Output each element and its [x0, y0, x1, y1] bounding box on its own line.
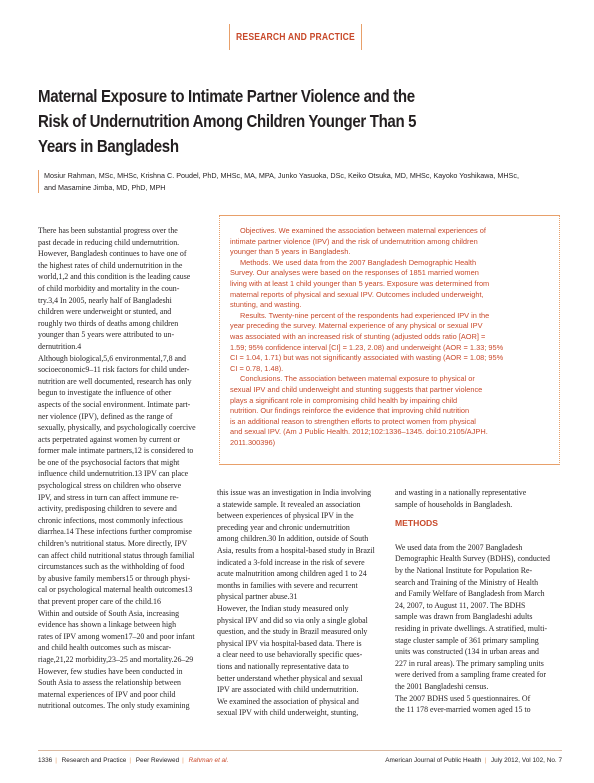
text-line: of child morbidity and mortality in the coun- — [38, 283, 180, 293]
abstract-line: younger than 5 years in Bangladesh. — [230, 247, 351, 257]
text-line: stage cluster sample of 361 primary sampling — [395, 635, 539, 645]
text-line: try.3,4 In 2005, nearly half of Bangladeshi — [38, 295, 172, 305]
text-line: South Asia to assess the relationship between — [38, 678, 181, 688]
text-line: the highest rates of child undernutrition in the — [38, 260, 183, 270]
text-line: chronic infections, most commonly infectious — [38, 515, 183, 525]
text-line: socioeconomic9–11 risk factors for child under- — [38, 365, 190, 375]
abstract-line: was associated with an increased risk of stunting (adjusted odds ratio [AOR] = — [230, 331, 486, 341]
text-line: 24, 2007, to August 11, 2007. The BDHS — [395, 600, 526, 610]
text-line: by the National Institute for Population Re- — [395, 565, 533, 575]
text-line: and child health outcomes such as miscar- — [38, 643, 172, 653]
text-line: search and Training of the Ministry of Health — [395, 577, 539, 587]
abstract-line: Methods. We used data from the 2007 Bangladesh Demographic Health — [240, 257, 477, 267]
text-line: were derived from a sampling frame created for — [395, 670, 546, 680]
methods-heading: METHODS — [395, 518, 438, 529]
abstract-box — [219, 215, 560, 465]
text-line: preceding year and chronic undernutrition — [217, 522, 350, 532]
text-line: by abusive family members15 or through physi- — [38, 573, 191, 583]
text-line: ner violence (IPV), defined as the range of — [38, 411, 173, 421]
abstract-line: 2011.300396) — [230, 437, 276, 447]
text-line: units was constructed (134 in urban areas and — [395, 647, 539, 657]
text-line: world,1,2 and this condition is the leading cause — [38, 272, 191, 282]
abstract-line: sexual IPV and child underweight and stunting suggests that partner violence — [230, 384, 483, 394]
author-line: Mosiur Rahman, MSc, MHSc, Krishna C. Poudel, PhD, MHSc, MA, MPA, Junko Yasuoka, DSc, Keiko Otsuka, MD, MHSc, Kayoko Yoshikawa, MHSc, — [44, 171, 519, 180]
text-line: We used data from the 2007 Bangladesh — [395, 542, 523, 552]
text-line: nutrition are well documented, research has only — [38, 376, 192, 386]
text-line: riage,21,22 morbidity,23–25 and mortality.26–29 — [38, 654, 194, 664]
text-line: However, few studies have been conducted in — [38, 666, 183, 676]
author-line: and Masamine Jimba, MD, PhD, MPH — [44, 182, 166, 192]
abstract-line: Objectives. We examined the association between maternal experiences of — [240, 226, 486, 235]
abstract-line: maternal reports of physical and sexual IPV. Outcomes included underweight, — [230, 289, 484, 299]
text-line: better understand whether physical and sexual — [217, 673, 363, 683]
text-line: between experiences of physical IPV in the — [217, 511, 354, 521]
body-column-2 — [217, 487, 384, 719]
text-line: among children.30 In addition, outside of South — [217, 534, 369, 544]
text-line: and wasting in a nationally representative — [395, 488, 527, 497]
abstract-results — [230, 311, 553, 375]
text-line: former male intimate partners,12 is considered to — [38, 446, 194, 456]
text-line: sexually, physically, and psychologically coercive — [38, 423, 196, 433]
text-line: younger than 5 years were attributed to un- — [38, 330, 175, 340]
body-column-1 — [38, 225, 208, 712]
title-line: Years in Bangladesh — [38, 136, 179, 156]
text-line: acute malnutrition among children aged 1 to 24 — [217, 569, 367, 579]
body-column-3 — [395, 487, 562, 716]
text-line: sexual IPV with child underweight, stunting, — [217, 708, 359, 718]
text-line: that prevent proper care of the child.16 — [38, 597, 161, 606]
text-line: psychological stress on children who observe — [38, 481, 182, 491]
abstract-objectives — [230, 226, 553, 258]
abstract-line: Results. Twenty-nine percent of the respondents had experienced IPV in the — [240, 310, 490, 320]
text-line: this issue was an investigation in India involving — [217, 488, 372, 497]
journal-name: American Journal of Public Health — [385, 757, 482, 764]
text-line: circumstances such as the withholding of food — [38, 562, 185, 572]
page-number: 1336 — [38, 757, 53, 764]
text-line: and Family Welfare of Bangladesh from March — [395, 589, 545, 599]
text-line: aspects of the social environment. Intimate part- — [38, 399, 191, 409]
page-footer — [38, 750, 562, 764]
text-line: IPV, and stress in turn can affect immune re- — [38, 492, 179, 502]
abstract-methods — [230, 258, 553, 311]
text-line: The 2007 BDHS used 5 questionnaires. Of — [395, 693, 531, 703]
abstract-line: Survey. Our analyses were based on the responses of 1851 married women — [230, 268, 479, 278]
text-line: dernutrition.4 — [38, 341, 82, 351]
text-line: However, the Indian study measured only — [217, 603, 349, 613]
text-line: can affect child nutritional status through familial — [38, 550, 195, 560]
text-line: tions and nationally representative data to — [217, 661, 349, 671]
text-line: physical IPV and did so via only a single global — [217, 615, 368, 625]
section-tag — [229, 24, 362, 50]
text-line: children were underweight or stunted, and — [38, 307, 172, 317]
column-3-body — [395, 542, 562, 716]
text-line: IPV are associated with child undernutrition. — [217, 685, 359, 695]
abstract-line: stunting, and wasting. — [230, 300, 302, 310]
text-line: cal or psychological maternal health outcomes13 — [38, 585, 193, 595]
abstract-line: living with at least 1 child younger than 5 years. Exposure was determined from — [230, 278, 490, 288]
article-title — [38, 84, 458, 159]
title-line: Risk of Undernutrition Among Children Younger Than 5 — [38, 111, 417, 131]
text-line: months in families with severe and recurrent — [217, 580, 358, 590]
footer-left: 1336 | Research and Practice | Peer Reviewed | Rahman et al. — [38, 757, 229, 764]
footer-right: American Journal of Public Health | July 2012, Vol 102, No. 7 — [385, 757, 562, 764]
text-line: maternal experiences of IPV and poor child — [38, 689, 176, 699]
abstract-line: intimate partner violence (IPV) and the risk of undernutrition among children — [230, 236, 478, 246]
text-line: physical partner abuse.31 — [217, 592, 298, 602]
text-line: Asia, results from a hospital-based study in Brazil — [217, 545, 375, 555]
footer-section: Research and Practice — [61, 757, 127, 764]
abstract-line: and sexual IPV. (Am J Public Health. 2012;102:1336–1345. doi:10.2105/AJPH. — [230, 427, 488, 437]
text-line: However, Bangladesh continues to have one of — [38, 249, 187, 259]
text-line: Within and outside of South Asia, increasing — [38, 608, 180, 618]
text-line: 227 in rural areas). The primary sampling units — [395, 658, 544, 668]
text-line: residing in private dwellings. A stratified, multi- — [395, 623, 548, 633]
text-line: physical IPV via hospital-based data. There is — [217, 638, 362, 648]
abstract-conclusions — [230, 374, 553, 448]
abstract-line: nutrition. Our findings reinforce the evidence that improving child nutrition — [230, 406, 470, 416]
title-line: Maternal Exposure to Intimate Partner Violence and the — [38, 86, 415, 106]
abstract-line: plays a significant role in compromising child health by impairing child — [230, 395, 458, 405]
section-label: RESEARCH AND PRACTICE — [236, 31, 355, 43]
text-line: past decade in reducing child undernutrition. — [38, 237, 180, 247]
text-line: rates of IPV among women17–20 and poor infant — [38, 631, 195, 641]
abstract-line: Conclusions. The association between maternal exposure to physical or — [240, 374, 475, 384]
text-line: indicated a 3-fold increase in the risk of severe — [217, 557, 365, 567]
text-line: Demographic Health Survey (BDHS), conducted — [395, 554, 550, 564]
text-line: sample of households in Bangladesh. — [395, 499, 513, 509]
text-line: activity, predisposing children to severe and — [38, 504, 177, 514]
abstract-line: CI = 0.78, 1.48). — [230, 363, 284, 373]
footer-review: Peer Reviewed — [135, 757, 180, 764]
text-line: sample was drawn from Bangladeshi adults — [395, 612, 533, 622]
text-line: begun to investigate the influence of other — [38, 388, 172, 398]
text-line: a statewide sample. It revealed an association — [217, 499, 361, 509]
text-line: the 2001 Bangladeshi census. — [395, 681, 489, 691]
text-line: There has been substantial progress over the — [38, 226, 178, 235]
text-line: question, and the study in Brazil measured only — [217, 627, 368, 637]
text-line: evidence has shown a linkage between high — [38, 620, 177, 630]
text-line: We examined the association of physical and — [217, 696, 359, 706]
abstract-line: is an additional reason to strengthen efforts to protect women from physical — [230, 416, 476, 426]
text-line: children’s nutritional status. More directly, IPV — [38, 539, 188, 549]
text-line: acts perpetrated against women by current or — [38, 434, 180, 444]
issue-info: July 2012, Vol 102, No. 7 — [490, 757, 562, 764]
abstract-line: CI = 1.04, 1.71) but was not significantly associated with wasting (AOR = 1.08; 95% — [230, 353, 504, 363]
text-line: a clear need to use behaviorally specific ques- — [217, 650, 363, 660]
text-line: influence child undernutrition.13 IPV can place — [38, 469, 189, 479]
text-line: be one of the psychosocial factors that might — [38, 457, 180, 467]
text-line: the 11 178 ever-married women aged 15 to — [395, 705, 531, 715]
author-list — [38, 170, 558, 193]
text-line: roughly two thirds of deaths among children — [38, 318, 179, 328]
text-line: Although biological,5,6 environmental,7,8 and — [38, 353, 186, 363]
abstract-line: 1.59; 95% confidence interval [CI] = 1.23, 2.08) and underweight (AOR = 1.33; 95% — [230, 342, 504, 352]
column-3-intro — [395, 487, 562, 510]
abstract-line: year preceding the survey. Maternal experience of any physical or sexual IPV — [230, 321, 483, 331]
text-line: nutritional outcomes. The only study examining — [38, 701, 190, 711]
text-line: diarrhea.14 These infections further compromise — [38, 527, 192, 537]
footer-authors: Rahman et al. — [188, 757, 229, 764]
